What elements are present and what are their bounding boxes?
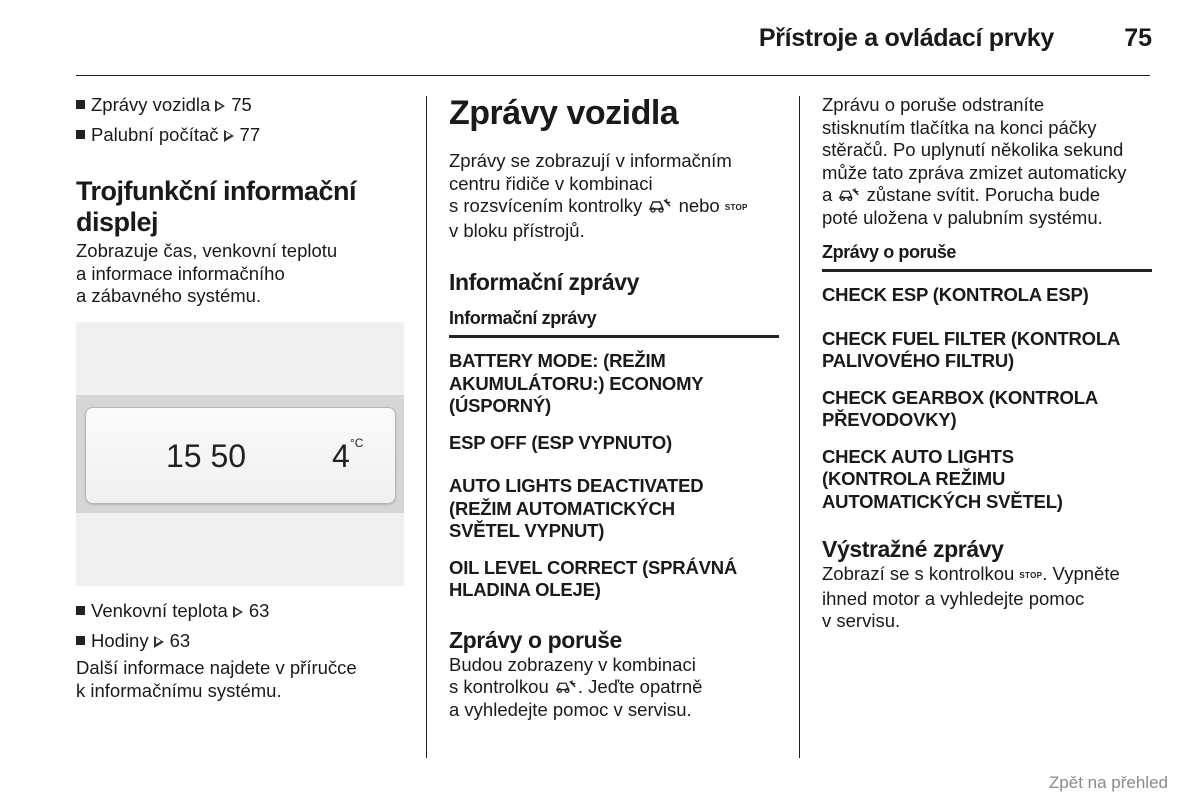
square-bullet-icon	[76, 130, 85, 139]
display-temperature-unit: °C	[350, 436, 364, 450]
table-header-info-messages: Informační zprávy	[449, 308, 779, 338]
link-item-trip-computer[interactable]: Palubní počítač 77	[76, 124, 406, 147]
wrench-car-icon	[837, 185, 861, 203]
square-bullet-icon	[76, 100, 85, 109]
page-ref: 63	[248, 600, 270, 621]
info-message-esp-off: ESP OFF (ESP VYPNUTO)	[449, 431, 672, 453]
section-title-vehicle-messages: Zprávy vozidla	[449, 94, 679, 132]
table-header-fault-messages: Zprávy o poruše	[822, 242, 1152, 272]
column-divider-1	[426, 96, 427, 758]
display-illustration	[76, 322, 404, 586]
square-bullet-icon	[76, 606, 85, 615]
fault-reset-paragraph: Zprávu o poruše odstraníte stisknutím tlačítka na konci páčky stěračů. Po uplynutí několika sekund může tato zpráva zmizet automaticky a zůstane svítit. Porucha bude poté uložena v palubním systému.	[822, 94, 1127, 228]
fault-message-esp: CHECK ESP (KONTROLA ESP)	[822, 284, 1089, 305]
warning-messages-description: Zobrazí se s kontrolkou STOP. Vypněte ihned motor a vyhledejte pomoc v servisu.	[822, 563, 1120, 631]
column-divider-2	[799, 96, 800, 758]
link-item-outside-temperature[interactable]: Venkovní teplota 63	[76, 600, 406, 623]
info-message-battery: BATTERY MODE: (REŽIM AKUMULÁTORU:) ECONOMY (ÚSPORNÝ)	[449, 350, 704, 416]
header-divider	[76, 75, 1150, 76]
stop-icon: STOP	[724, 203, 748, 212]
display-description: Zobrazuje čas, venkovní teplotu a informace informačního a zábavného systému.	[76, 240, 338, 306]
subsection-title-warning-messages: Výstražné zprávy	[822, 536, 1004, 562]
page-ref: 77	[239, 123, 261, 145]
display-time: 15 50	[166, 438, 247, 474]
reference-arrow-icon	[215, 100, 225, 112]
subsection-title-info-messages: Informační zprávy	[449, 269, 640, 295]
page-ref: 63	[169, 629, 191, 651]
reference-arrow-icon	[154, 636, 164, 648]
reference-arrow-icon	[224, 130, 234, 142]
wrench-car-icon	[554, 677, 578, 695]
column-2	[449, 94, 779, 721]
link-item-vehicle-messages[interactable]: Zprávy vozidla 75	[76, 94, 406, 117]
page-number: 75	[1124, 24, 1152, 52]
info-message-oil-level: OIL LEVEL CORRECT (SPRÁVNÁ HLADINA OLEJE)	[449, 556, 738, 600]
fault-message-gearbox: CHECK GEARBOX (KONTROLA PŘEVODOVKY)	[822, 386, 1098, 430]
square-bullet-icon	[76, 636, 85, 645]
column-3	[822, 94, 1152, 633]
section-title-display: Trojfunkční informační displej	[76, 176, 357, 237]
display-temperature: 4	[332, 438, 350, 474]
chapter-title: Přístroje a ovládací prvky	[758, 24, 1054, 52]
stop-icon: STOP	[1019, 571, 1043, 580]
back-to-overview-link[interactable]: Zpět na přehled	[1048, 773, 1168, 792]
fault-message-fuel-filter: CHECK FUEL FILTER (KONTROLA PALIVOVÉHO FILTRU)	[822, 327, 1121, 371]
column-1-bottom	[76, 600, 406, 702]
subsection-title-fault-messages: Zprávy o poruše	[449, 626, 622, 653]
reference-arrow-icon	[233, 606, 243, 618]
page-ref: 75	[231, 94, 252, 115]
infotainment-note: Další informace najdete v příručce k informačnímu systému.	[76, 657, 357, 701]
fault-messages-description: Budou zobrazeny v kombinaci s kontrolkou . Jeďte opatrně a vyhledejte pomoc v servisu.	[449, 653, 703, 720]
fault-message-auto-lights: CHECK AUTO LIGHTS (KONTROLA REŽIMU AUTOMATICKÝCH SVĚTEL)	[822, 445, 1063, 512]
display-screen	[85, 407, 396, 504]
info-message-auto-lights: AUTO LIGHTS DEACTIVATED (REŽIM AUTOMATICKÝCH SVĚTEL VYPNUT)	[449, 475, 704, 541]
vehicle-messages-intro: Zprávy se zobrazují v informačním centru řidiče v kombinaci s rozsvícením kontrolky nebo STOP v bloku přístrojů.	[449, 150, 748, 241]
wrench-car-icon	[647, 196, 673, 214]
column-1	[76, 94, 406, 308]
link-item-clock[interactable]: Hodiny 63	[76, 630, 406, 653]
